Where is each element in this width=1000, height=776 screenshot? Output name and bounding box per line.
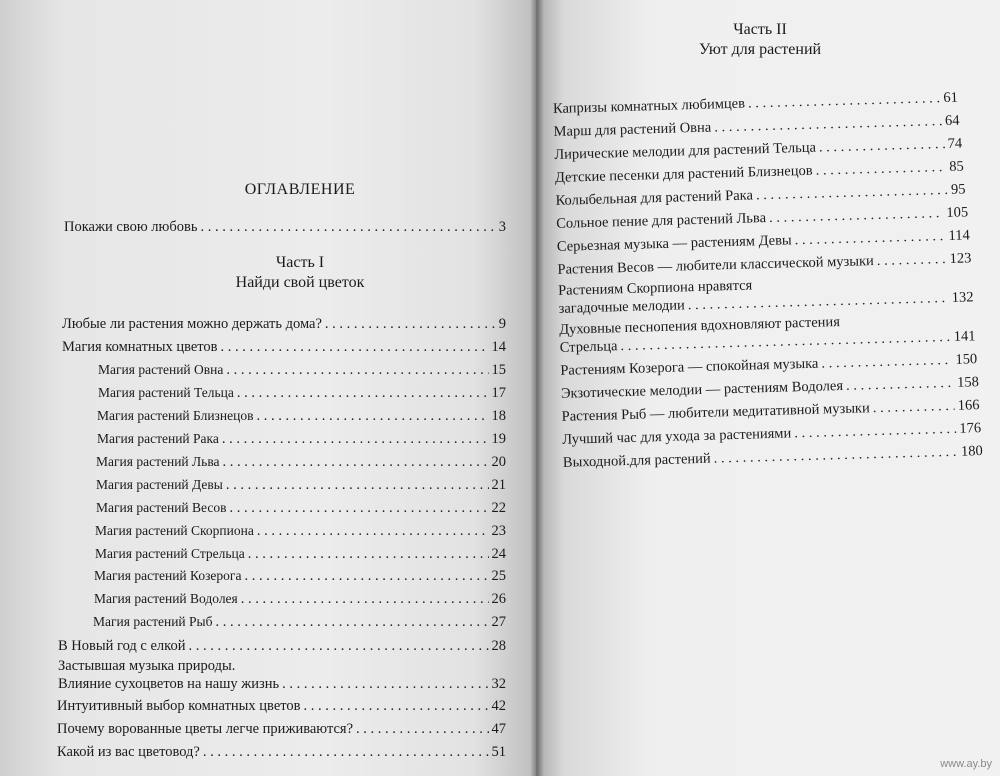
toc-entry-page: 141 xyxy=(953,328,976,345)
toc-entry-title: Магия растений Весов xyxy=(96,500,227,515)
toc-entry-page: 32 xyxy=(491,676,506,692)
toc-entry-title: Растениям Козерога — спокойная музыка xyxy=(560,355,819,379)
toc-subentry[interactable] xyxy=(97,407,506,425)
leader-dots xyxy=(188,637,488,655)
toc-entry-page: 24 xyxy=(491,546,506,562)
toc-subentry[interactable] xyxy=(95,522,506,540)
toc-entry-page: 61 xyxy=(943,89,959,107)
toc-entry-page: 15 xyxy=(491,362,506,378)
toc-subentry[interactable] xyxy=(98,384,506,402)
toc-subentry[interactable] xyxy=(93,613,506,631)
toc-entry-page: 64 xyxy=(944,112,960,130)
toc-entry-title: Магия комнатных цветов xyxy=(62,339,218,355)
toc-entry-page: 26 xyxy=(491,591,506,607)
leader-dots xyxy=(356,720,488,738)
toc-entry-page: 23 xyxy=(491,523,506,539)
toc-entry[interactable] xyxy=(58,675,506,693)
leader-dots xyxy=(226,476,489,494)
toc-entry-page: 19 xyxy=(491,431,506,447)
toc-entry-title: Сольное пение для растений Льва xyxy=(556,210,767,232)
toc-entry-page: 123 xyxy=(949,250,972,267)
leader-dots xyxy=(215,613,488,631)
toc-entry-title: Магия растений Стрельца xyxy=(95,546,245,561)
toc-entry-title: Почему ворованные цветы легче приживаются? xyxy=(57,721,354,737)
leader-dots xyxy=(877,250,947,270)
leader-dots xyxy=(304,697,489,715)
leader-dots xyxy=(819,135,945,157)
leader-dots xyxy=(325,315,496,333)
part2-title: Уют для растений xyxy=(698,41,822,58)
toc-entry-title: Магия растений Рыб xyxy=(93,614,213,629)
leader-dots xyxy=(846,374,955,395)
toc-entry[interactable] xyxy=(62,338,506,356)
leader-dots xyxy=(241,590,489,608)
toc-entry-page: 51 xyxy=(491,744,506,760)
toc-entry-title-line1: Растениям Скорпиона нравятся xyxy=(557,277,753,299)
toc-entry-page: 27 xyxy=(491,614,506,630)
toc-entry-title: Лирические мелодии для растений Тельца xyxy=(554,139,817,163)
toc-subentry[interactable] xyxy=(97,430,506,448)
leader-dots xyxy=(237,384,489,402)
leader-dots xyxy=(244,567,488,585)
toc-entry-title: Растения Весов — любители классической музыки xyxy=(557,253,875,278)
leader-dots xyxy=(222,430,489,448)
leader-dots xyxy=(226,361,488,379)
toc-entry-title: Магия растений Рака xyxy=(97,431,219,446)
toc-entry-title: Интуитивный выбор комнатных цветов xyxy=(57,698,301,714)
toc-entry-title: Любые ли растения можно держать дома? xyxy=(62,316,322,332)
toc-subentry[interactable] xyxy=(94,590,506,608)
toc-entry-page: 9 xyxy=(498,316,506,332)
toc-entry-title: Магия растений Скорпиона xyxy=(95,523,254,538)
toc-subentry[interactable] xyxy=(96,476,506,494)
toc-entry-page: 74 xyxy=(947,135,963,152)
toc-entry[interactable] xyxy=(62,315,506,333)
toc-subentry[interactable] xyxy=(96,453,506,471)
leader-dots xyxy=(873,397,955,417)
part1-title: Найди свой цветок xyxy=(235,274,365,291)
toc-entry-page: 20 xyxy=(491,454,506,470)
toc-entry-page: 22 xyxy=(491,500,506,516)
toc-entry-title: Детские песенки для растений Близнецов xyxy=(554,162,813,186)
toc-entry-title-line1: Духовные песнопения вдохновляют растения xyxy=(558,314,841,338)
toc-entry-title: Магия растений Льва xyxy=(96,454,220,469)
site-watermark: www.ay.by xyxy=(940,758,992,770)
toc-entry-page: 18 xyxy=(491,408,506,424)
toc-entry-page: 3 xyxy=(498,219,506,235)
toc-entry-title: Магия растений Водолея xyxy=(94,591,238,606)
part1-label: Часть I xyxy=(275,254,325,271)
leader-dots xyxy=(200,218,495,236)
toc-entry[interactable] xyxy=(57,697,506,715)
leader-dots xyxy=(248,545,489,563)
toc-entry-title: Покажи свою любовь xyxy=(64,219,198,235)
toc-entry-title: Магия растений Козерога xyxy=(94,568,242,583)
toc-entry-page: 176 xyxy=(959,420,982,437)
leader-dots xyxy=(821,351,953,373)
leader-dots xyxy=(282,675,488,693)
leader-dots xyxy=(203,743,489,761)
leader-dots xyxy=(256,407,488,425)
leader-dots xyxy=(257,522,489,540)
toc-entry-title: Стрельца xyxy=(559,338,618,356)
toc-entry-page: 42 xyxy=(491,698,506,714)
toc-entry-title: Лучший час для ухода за растениями xyxy=(562,425,792,448)
toc-entry-page: 180 xyxy=(960,443,983,460)
toc-entry-title: Магия растений Овна xyxy=(98,362,224,377)
toc-entry[interactable] xyxy=(58,637,506,655)
toc-entry-page: 95 xyxy=(950,181,966,198)
toc-entry-title: Серьезная музыка — растениям Девы xyxy=(556,232,792,255)
toc-entry-page: 150 xyxy=(955,351,978,368)
toc-entry-title: Магия растений Тельца xyxy=(98,385,234,400)
toc-entry-page: 166 xyxy=(957,397,980,414)
toc-entry-page: 132 xyxy=(951,289,974,306)
toc-entry-title: Растения Рыб — любители медитативной музыки xyxy=(561,400,870,425)
toc-subentry[interactable] xyxy=(96,499,506,517)
toc-entry-title: Магия растений Девы xyxy=(96,477,223,492)
toc-entry-page: 158 xyxy=(956,374,980,391)
toc-entry[interactable] xyxy=(57,720,506,738)
toc-entry-title: В Новый год с елкой xyxy=(58,638,186,654)
toc-entry-title: Какой из вас цветовод? xyxy=(57,744,200,760)
toc-entry-page: 28 xyxy=(491,638,506,654)
book-spine xyxy=(530,0,544,776)
toc-entry-page: 105 xyxy=(946,204,969,222)
toc-entry-intro[interactable] xyxy=(64,218,506,236)
toc-entry-title: загадочные мелодии xyxy=(558,297,686,317)
leader-dots xyxy=(223,453,489,471)
toc-heading: ОГЛАВЛЕНИЕ xyxy=(244,181,356,198)
toc-entry-title: Влияние сухоцветов на нашу жизнь xyxy=(58,676,280,692)
toc-entry-title: Выходной.для растений xyxy=(562,450,711,471)
toc-subentry[interactable] xyxy=(95,545,506,563)
leader-dots xyxy=(229,499,488,517)
toc-entry-page: 85 xyxy=(949,158,965,175)
leader-dots xyxy=(815,158,946,180)
part2-label: Часть II xyxy=(733,21,787,38)
toc-entry-title: Магия растений Близнецов xyxy=(97,408,254,423)
toc-subentry[interactable] xyxy=(94,567,506,585)
toc-entry-page: 47 xyxy=(491,721,506,737)
leader-dots xyxy=(221,338,489,356)
toc-entry-page: 21 xyxy=(491,477,506,493)
toc-entry-title: Колыбельная для растений Рака xyxy=(555,187,754,209)
toc-entry[interactable] xyxy=(57,743,506,761)
toc-entry-title: Капризы комнатных любимцев xyxy=(552,95,746,117)
toc-entry-page: 25 xyxy=(491,568,506,584)
toc-entry-title-line1: Застывшая музыка природы. xyxy=(58,658,236,674)
toc-entry-page: 17 xyxy=(491,385,506,401)
toc-entry-title: Марш для растений Овна xyxy=(553,119,712,140)
toc-subentry[interactable] xyxy=(98,361,506,379)
toc-entry-page: 114 xyxy=(948,227,970,244)
toc-entry-title: Экзотические мелодии — растениям Водолея xyxy=(560,377,844,402)
toc-entry-page: 14 xyxy=(491,339,506,355)
